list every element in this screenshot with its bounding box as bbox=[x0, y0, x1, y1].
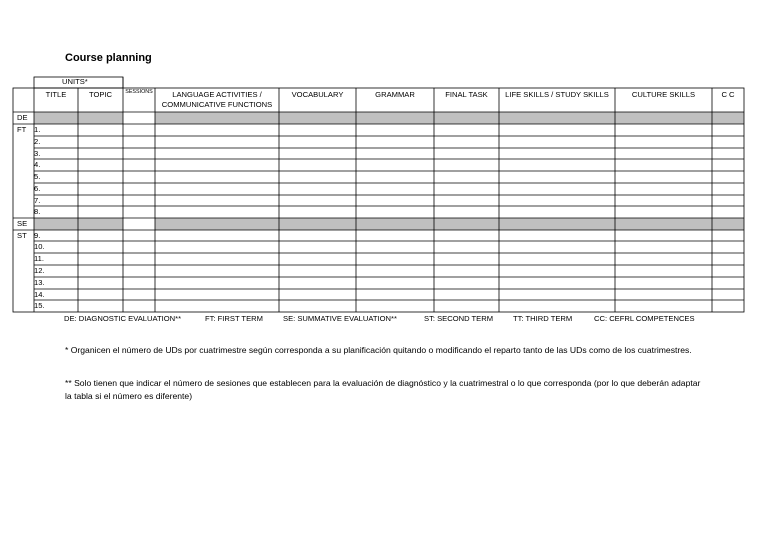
row-number: 14. bbox=[34, 290, 45, 299]
row-number: 4. bbox=[34, 160, 41, 169]
col-sessions: SESSIONS bbox=[125, 89, 153, 95]
col-language-line2: COMMUNICATIVE FUNCTIONS bbox=[161, 100, 273, 109]
units-label: UNITS* bbox=[62, 77, 88, 86]
legend-se: SE: SUMMATIVE EVALUATION** bbox=[283, 314, 397, 323]
col-language-line1: LANGUAGE ACTIVITIES / bbox=[172, 90, 262, 99]
row-number: 12. bbox=[34, 266, 45, 275]
col-cc: C C bbox=[721, 90, 735, 99]
de-row-shade-right bbox=[155, 112, 744, 124]
legend-st: ST: SECOND TERM bbox=[424, 314, 494, 323]
col-final-task: FINAL TASK bbox=[445, 90, 488, 99]
col-life-skills: LIFE SKILLS / STUDY SKILLS bbox=[505, 90, 609, 99]
row-label-de: DE bbox=[17, 113, 28, 122]
row-number: 6. bbox=[34, 184, 41, 193]
col-topic: TOPIC bbox=[88, 90, 113, 99]
legend-ft: FT: FIRST TERM bbox=[205, 314, 263, 323]
legend-tt: TT: THIRD TERM bbox=[513, 314, 573, 323]
legend-cc: CC: CEFRL COMPETENCES bbox=[594, 314, 695, 323]
row-label-ft: FT bbox=[17, 125, 27, 134]
legend-de: DE: DIAGNOSTIC EVALUATION** bbox=[64, 314, 182, 323]
col-culture-skills: CULTURE SKILLS bbox=[631, 90, 696, 99]
page-title: Course planning bbox=[65, 52, 152, 64]
row-number: 13. bbox=[34, 278, 45, 287]
row-number: 7. bbox=[34, 196, 41, 205]
footnote-units: * Organicen el número de UDs por cuatrimestre según corresponda a su planificación quitando o modificando el reparto tanto de las UDs como de los cuatrimestres. bbox=[65, 345, 692, 355]
row-number: 5. bbox=[34, 172, 41, 181]
se-row-shade-right bbox=[155, 218, 744, 230]
col-grammar: GRAMMAR bbox=[375, 90, 415, 99]
col-title: TITLE bbox=[45, 90, 67, 99]
row-number: 9. bbox=[34, 231, 41, 240]
row-number: 11. bbox=[34, 254, 44, 263]
row-number: 10. bbox=[34, 242, 45, 251]
se-row-shade bbox=[34, 218, 123, 230]
row-number: 15. bbox=[34, 301, 45, 310]
row-label-se: SE bbox=[17, 219, 28, 228]
row-number: 1. bbox=[34, 125, 41, 134]
row-label-st: ST bbox=[17, 231, 27, 240]
footnote-sessions: ** Solo tienen que indicar el número de sesiones que establecen para la evaluación de diagnóstico y la cuatrimestral o lo que corresponda (por lo que deberán adaptar la tabla si el número es diferente) bbox=[65, 378, 701, 401]
col-vocabulary: VOCABULARY bbox=[291, 90, 344, 99]
de-row-shade bbox=[34, 112, 123, 124]
row-number: 3. bbox=[34, 149, 41, 158]
row-number: 8. bbox=[34, 207, 41, 216]
row-number: 2. bbox=[34, 137, 41, 146]
